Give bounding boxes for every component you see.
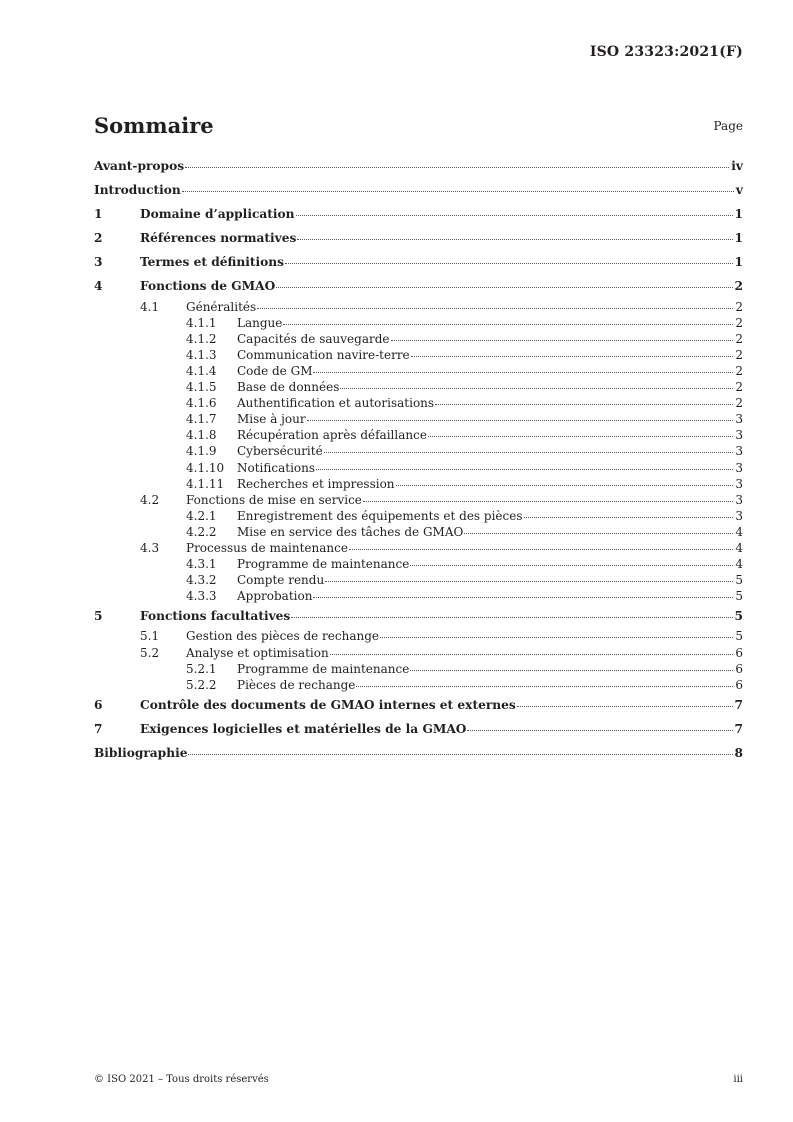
toc-entry-page: iv: [731, 159, 743, 173]
toc-entry[interactable]: [94, 604, 743, 628]
toc-entry-number: 2: [94, 231, 103, 246]
toc-entry-title[interactable]: Authentification et autorisations: [237, 396, 435, 411]
toc-entry[interactable]: [94, 411, 743, 427]
toc-entry-page: 2: [735, 331, 743, 346]
toc-entry-page: 2: [735, 315, 743, 330]
toc-entry[interactable]: [94, 645, 743, 661]
toc-entry[interactable]: [94, 250, 743, 274]
dot-leader: [257, 308, 733, 309]
toc-entry-number: 5.2.1: [186, 661, 217, 676]
toc-entry[interactable]: [94, 154, 743, 178]
dot-leader: [285, 263, 733, 264]
toc-entry-number: 4.3.3: [186, 589, 217, 604]
toc-heading: Sommaire: [94, 113, 214, 138]
toc-entry-page: 4: [735, 540, 743, 555]
toc-entry[interactable]: [94, 693, 743, 717]
toc-entry[interactable]: [94, 556, 743, 572]
toc-entry-page: 2: [735, 363, 743, 378]
dot-leader: [380, 637, 733, 638]
toc-entry-title[interactable]: Introduction: [94, 183, 181, 198]
dot-leader: [428, 436, 733, 437]
toc-entry[interactable]: [94, 427, 743, 443]
dot-leader: [467, 730, 732, 731]
toc-entry-number: 5.1: [140, 629, 160, 644]
toc-entry-page: 5: [734, 609, 743, 624]
toc-entry-title[interactable]: Programme de maintenance: [237, 557, 410, 572]
toc-entry-page: 8: [734, 746, 743, 760]
toc-entry-page: v: [735, 183, 743, 198]
toc-entry-title[interactable]: Recherches et impression: [237, 476, 395, 491]
toc-entry[interactable]: [94, 315, 743, 331]
toc-entry-page: 7: [734, 697, 743, 712]
dot-leader: [276, 287, 732, 288]
toc-entry[interactable]: [94, 347, 743, 363]
toc-entry-title[interactable]: Approbation: [237, 589, 313, 604]
toc-entry-title[interactable]: Avant-propos: [94, 159, 185, 173]
toc-entry[interactable]: [94, 540, 743, 556]
toc-entry-page: 4: [735, 557, 743, 572]
toc-entry[interactable]: [94, 588, 743, 604]
toc-entry-title[interactable]: Cybersécurité: [237, 444, 323, 459]
toc-entry[interactable]: [94, 661, 743, 677]
toc-entry-page: 2: [735, 299, 743, 314]
toc-entry-number: 4.1.11: [186, 476, 225, 491]
dot-leader: [410, 670, 733, 671]
toc-entry-page: 3: [735, 460, 743, 475]
toc-entry-title[interactable]: Capacités de sauvegarde: [237, 331, 390, 346]
toc-entry-title[interactable]: Pièces de rechange: [237, 677, 356, 692]
toc-entry-page: 6: [735, 661, 743, 676]
toc-entry[interactable]: [94, 628, 743, 644]
dot-leader: [291, 617, 732, 618]
toc-entry-number: 4.3: [140, 540, 160, 555]
toc-entry-number: 4.1.4: [186, 363, 217, 378]
dot-leader: [283, 324, 733, 325]
toc-entry-title[interactable]: Mise en service des tâches de GMAO: [237, 524, 464, 539]
toc-entry-page: 5: [735, 629, 743, 644]
toc-entry[interactable]: [94, 379, 743, 395]
toc-entry-page: 3: [735, 476, 743, 491]
toc-entry-number: 4.1.1: [186, 315, 217, 330]
toc-entry[interactable]: [94, 508, 743, 524]
dot-leader: [188, 754, 732, 755]
toc-entry[interactable]: [94, 443, 743, 459]
toc-entry-number: 4.1.9: [186, 444, 217, 459]
toc-entry[interactable]: [94, 741, 743, 765]
dot-leader: [313, 597, 733, 598]
toc-entry-page: 2: [735, 347, 743, 362]
toc-entry-number: 5.2: [140, 645, 160, 660]
toc-entry-number: 4.1.7: [186, 412, 217, 427]
dot-leader: [464, 533, 733, 534]
toc-entry-title[interactable]: Code de GM: [237, 363, 313, 378]
dot-leader: [356, 686, 733, 687]
standard-number: ISO 23323:2021(F): [589, 44, 743, 60]
toc-entry-page: 5: [735, 589, 743, 604]
dot-leader: [330, 654, 734, 655]
toc-entry-page: 6: [735, 645, 743, 660]
toc-entry-number: 7: [94, 721, 103, 736]
toc-entry-title[interactable]: Contrôle des documents de GMAO internes et externes: [140, 697, 516, 712]
toc-entry-number: 4.1.6: [186, 396, 217, 411]
dot-leader: [182, 191, 734, 192]
toc-entry-title[interactable]: Analyse et optimisation: [186, 645, 329, 660]
dot-leader: [524, 517, 734, 518]
page-column-label: Page: [713, 119, 743, 133]
toc-entry[interactable]: [94, 492, 743, 508]
dot-leader: [340, 388, 733, 389]
toc-entry-title[interactable]: Compte rendu: [237, 573, 325, 588]
footer-page-number: iii: [733, 1074, 743, 1085]
toc-entry-title[interactable]: Gestion des pièces de rechange: [186, 629, 379, 644]
toc-entry-number: 4.1.3: [186, 347, 217, 362]
toc-entry-number: 4.1: [140, 299, 160, 314]
toc-entry-title[interactable]: Mise à jour: [237, 412, 306, 427]
dot-leader: [391, 340, 734, 341]
toc-entry[interactable]: [94, 476, 743, 492]
toc-entry-title[interactable]: Termes et définitions: [140, 255, 284, 270]
toc-entry[interactable]: [94, 226, 743, 250]
toc-entry-title[interactable]: Programme de maintenance: [237, 661, 410, 676]
toc-entry-page: 2: [734, 279, 743, 294]
toc-entry-page: 2: [735, 396, 743, 411]
toc-entry-page: 1: [734, 255, 743, 270]
toc-entry-title[interactable]: Fonctions de GMAO: [140, 279, 276, 294]
toc-entry-number: 4.1.10: [186, 460, 225, 475]
toc-entry-page: 7: [734, 721, 743, 736]
toc-entry-title[interactable]: Références normatives: [140, 231, 297, 246]
toc-entry-number: 4.2.2: [186, 524, 217, 539]
toc-entry-page: 2: [735, 380, 743, 395]
toc-entry-title[interactable]: Enregistrement des équipements et des pièces: [237, 508, 523, 523]
toc-entry-title[interactable]: Processus de maintenance: [186, 540, 348, 555]
toc-entry-title[interactable]: Exigences logicielles et matérielles de la GMAO: [140, 721, 467, 736]
dot-leader: [297, 239, 732, 240]
toc-entry-number: 6: [94, 697, 103, 712]
dot-leader: [410, 565, 733, 566]
dot-leader: [411, 356, 734, 357]
toc-entry[interactable]: [94, 395, 743, 411]
toc-entry-number: 4: [94, 279, 103, 294]
toc-entry-number: 4.1.8: [186, 428, 217, 443]
toc-entry[interactable]: [94, 331, 743, 347]
dot-leader: [349, 549, 733, 550]
footer-copyright: © ISO 2021 – Tous droits réservés: [94, 1074, 269, 1085]
dot-leader: [316, 469, 733, 470]
toc-entry-title[interactable]: Notifications: [237, 460, 316, 475]
dot-leader: [363, 501, 733, 502]
toc-entry[interactable]: [94, 178, 743, 202]
toc-entry-page: 6: [735, 677, 743, 692]
toc-entry-title[interactable]: Généralités: [186, 299, 257, 314]
toc-entry-number: 4.2: [140, 492, 160, 507]
toc-entry-title[interactable]: Fonctions de mise en service: [186, 492, 362, 507]
toc-entry-number: 4.3.2: [186, 573, 217, 588]
toc-entry-page: 1: [734, 207, 743, 222]
toc-entry-number: 5.2.2: [186, 677, 217, 692]
toc-entry-number: 1: [94, 207, 103, 222]
toc-entry-title[interactable]: Récupération après défaillance: [237, 428, 427, 443]
toc-entry-page: 5: [735, 573, 743, 588]
toc-entry[interactable]: [94, 299, 743, 315]
toc-entry-page: 3: [735, 444, 743, 459]
toc-entry-page: 1: [734, 231, 743, 246]
toc-entry[interactable]: [94, 363, 743, 379]
toc-entry-number: 4.2.1: [186, 508, 217, 523]
toc-entry[interactable]: [94, 460, 743, 476]
dot-leader: [517, 706, 733, 707]
toc-entry-title[interactable]: Fonctions facultatives: [140, 609, 291, 624]
dot-leader: [307, 420, 734, 421]
toc-entry-page: 3: [735, 412, 743, 427]
toc-entry-title[interactable]: Bibliographie: [94, 746, 188, 760]
dot-leader: [396, 485, 734, 486]
toc-entry-page: 3: [735, 428, 743, 443]
toc-entry[interactable]: [94, 572, 743, 588]
toc-entry-title[interactable]: Langue: [237, 315, 283, 330]
dot-leader: [325, 581, 733, 582]
dot-leader: [313, 372, 733, 373]
dot-leader: [185, 167, 729, 168]
dot-leader: [324, 452, 734, 453]
toc-entry-number: 3: [94, 255, 103, 270]
dot-leader: [296, 215, 733, 216]
toc-entry-title[interactable]: Domaine d’application: [140, 207, 295, 222]
toc-entry-number: 4.1.5: [186, 380, 217, 395]
toc-entry-number: 5: [94, 609, 103, 624]
toc-entry[interactable]: [94, 524, 743, 540]
toc-entry-title[interactable]: Base de données: [237, 380, 340, 395]
toc-entry[interactable]: [94, 677, 743, 693]
toc-entry-page: 3: [735, 508, 743, 523]
toc-entry-page: 3: [735, 492, 743, 507]
toc-entry[interactable]: [94, 274, 743, 298]
toc-entry-title[interactable]: Communication navire-terre: [237, 347, 410, 362]
toc-entry-page: 4: [735, 524, 743, 539]
table-of-contents: [94, 154, 743, 765]
dot-leader: [435, 404, 733, 405]
toc-entry[interactable]: [94, 202, 743, 226]
toc-entry-number: 4.3.1: [186, 557, 217, 572]
toc-entry[interactable]: [94, 717, 743, 741]
toc-entry-number: 4.1.2: [186, 331, 217, 346]
